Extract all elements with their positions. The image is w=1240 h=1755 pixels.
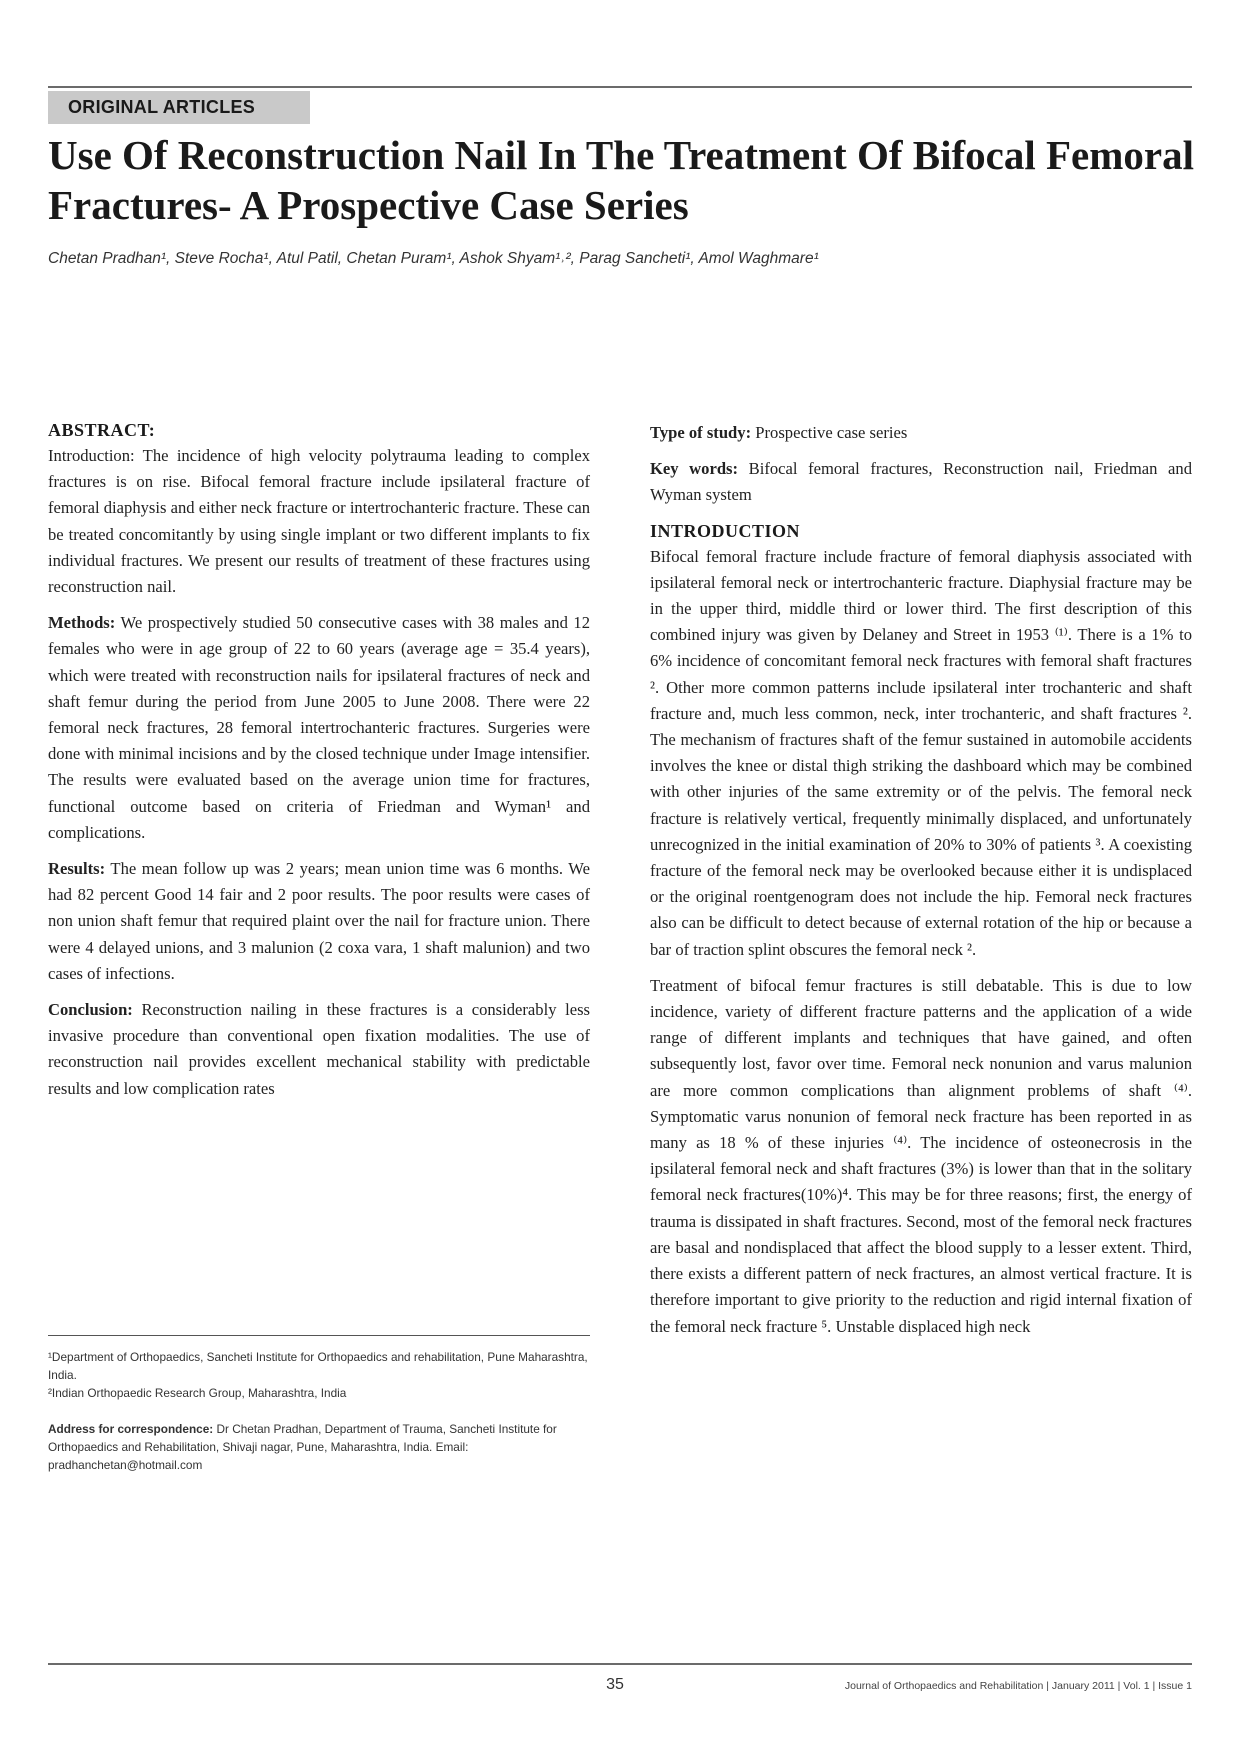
abstract-methods <box>48 610 590 846</box>
author-list: Chetan Pradhan¹, Steve Rocha¹, Atul Patil, Chetan Puram¹, Ashok Shyam¹˒², Parag Sancheti¹, Amol Waghmare¹ <box>48 250 819 267</box>
intro-paragraph-2: Treatment of bifocal femur fractures is still debatable. This is due to low incidence, variety of different fracture patterns and the application of a wide range of different implants and techniques that have gained, and often subsequently lost, favor over time. Femoral neck nonunion and varus malunion are more common complications than alignment problems of shaft ⁽⁴⁾. Symptomatic varus nonunion of femoral neck fracture has been reported in as many as 18 % of these injuries ⁽⁴⁾. The incidence of osteonecrosis in the ipsilateral femoral neck and shaft fractures (3%) is lower than that in the solitary femoral neck fractures(10%)⁴. This may be for three reasons; first, the energy of trauma is dissipated in shaft fractures. Second, most of the femoral neck fractures are basal and nondisplaced that affect the blood supply to a lesser extent. Third, there exists a different pattern of neck fractures, an almost vertical fracture. It is therefore important to give priority to the reduction and rigid internal fixation of the femoral neck fracture ⁵. Unstable displaced high neck <box>650 975 1192 1336</box>
footnote-rule <box>48 1335 590 1336</box>
address-label: Address for correspondence: <box>48 1422 214 1436</box>
type-text: Prospective case series <box>751 423 908 442</box>
intro-column <box>650 420 1192 1340</box>
abstract-heading: ABSTRACT: <box>48 420 156 440</box>
keywords <box>650 456 1192 508</box>
methods-text: We prospectively studied 50 consecutive cases with 38 males and 12 females who were in age group of 22 to 60 years (average age = 35.4 years), which were treated with reconstruction nails for ipsilateral fractures of neck and shaft femur during the period from June 2005 to June 2008. There were 22 femoral neck fractures, 28 femoral intertrochanteric fractures. Surgeries were done with minimal incisions and by the closed technique under Image intensifier. The results were evaluated based on the average union time for fractures, functional outcome based on criteria of Friedman and Wyman¹ and complications. <box>48 613 590 842</box>
keywords-label: Key words: <box>650 459 739 479</box>
conclusion-label: Conclusion: <box>48 1000 133 1020</box>
results-label: Results: <box>48 859 106 879</box>
keywords-text: Bifocal femoral fractures, Reconstruction nail, Friedman and Wyman system <box>650 459 1192 505</box>
results-text: The mean follow up was 2 years; mean union time was 6 months. We had 82 percent Good 14 fair and 2 poor results. The poor results were cases of non union shaft femur that required plaint over the nail for fracture union. There were 4 delayed unions, and 3 malunion (2 coxa vara, 1 shaft malunion) and two cases of infections. <box>48 859 590 983</box>
page-number: 35 <box>606 1676 624 1693</box>
type-of-study <box>650 420 1192 446</box>
journal-footer: Journal of Orthopaedics and Rehabilitation | January 2011 | Vol. 1 | Issue 1 <box>844 1680 1192 1692</box>
address-text: Dr Chetan Pradhan, Department of Trauma, Sancheti Institute for Orthopaedics and Rehabilitation, Shivaji nagar, Pune, Maharashtra, India. Email: pradhanchetan@hotmail.com <box>48 1422 557 1472</box>
bottom-rule <box>48 1663 1192 1665</box>
abstract-results <box>48 856 590 987</box>
abstract-introduction: Introduction: The incidence of high velocity polytrauma leading to complex fractures is on rise. Bifocal femoral fracture include ipsilateral fracture of femoral diaphysis and either neck fracture or intertrochanteric fracture. These can be treated concomitantly by using single implant or two different implants to fix individual fractures. We present our results of treatment of these fractures using reconstruction nail. <box>48 446 590 597</box>
top-rule <box>48 86 1192 88</box>
article-title: Use Of Reconstruction Nail In The Treatment Of Bifocal Femoral Fractures- A Prospective Case Series <box>48 132 1194 228</box>
methods-label: Methods: <box>48 613 116 633</box>
affiliation-2: ²Indian Orthopaedic Research Group, Maharashtra, India <box>48 1386 347 1400</box>
abstract-conclusion <box>48 997 590 1102</box>
affiliation-1: ¹Department of Orthopaedics, Sancheti Institute for Orthopaedics and rehabilitation, Pune Maharashtra, India. <box>48 1350 588 1382</box>
section-label: ORIGINAL ARTICLES <box>48 91 310 124</box>
conclusion-text: Reconstruction nailing in these fractures is a considerably less invasive procedure than conventional open fixation modalities. The use of reconstruction nail provides excellent mechanical stability with predictable results and low complication rates <box>48 1000 590 1098</box>
footnotes <box>48 1348 590 1474</box>
intro-paragraph-1: Bifocal femoral fracture include fracture of femoral diaphysis associated with ipsilateral femoral neck or intertrochanteric fracture. Diaphysial fracture may be in the upper third, middle third or lower third. The first description of this combined injury was given by Delaney and Street in 1953 ⁽¹⁾. There is a 1% to 6% incidence of concomitant femoral neck fractures with femoral shaft fractures ². Other more common patterns include ipsilateral inter trochanteric and shaft fracture and, much less common, neck, inter trochanteric, and shaft fractures ². The mechanism of fractures shaft of the femur sustained in automobile accidents involves the knee or distal thigh striking the dashboard which may be combined with other injuries of the same extremity or of the pelvis. The femoral neck fracture is relatively vertical, frequently minimally displaced, and unfortunately unrecognized in the initial examination of 20% to 30% of patients ³. A coexisting fracture of the femoral neck may be overlooked because either it is undisplaced or the original roentgenogram does not include the hip. Femoral neck fractures also can be difficult to detect because of external rotation of the hip or because a bar of traction splint obscures the femoral neck ². <box>650 546 1192 959</box>
type-label: Type of study: <box>650 423 752 442</box>
intro-heading: INTRODUCTION <box>650 520 801 541</box>
correspondence-address <box>48 1420 590 1474</box>
abstract-column <box>48 420 590 1102</box>
